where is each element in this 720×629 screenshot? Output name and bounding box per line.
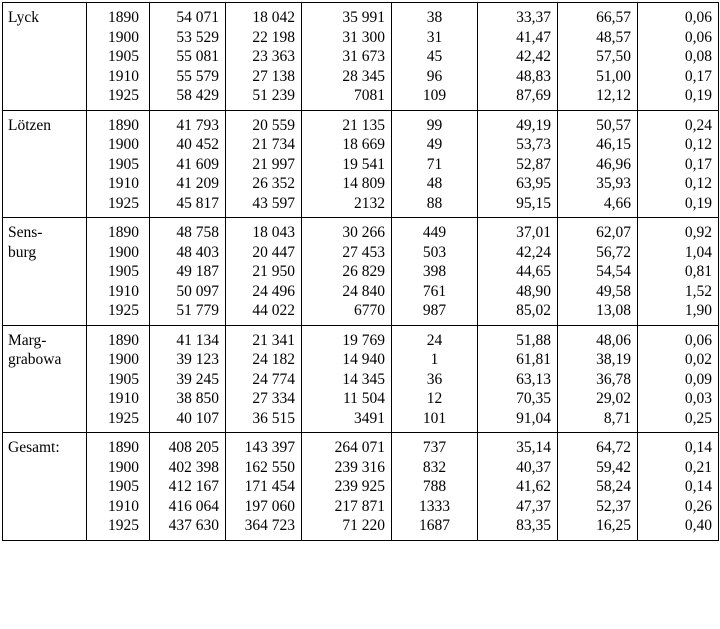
district-name: Marg- xyxy=(8,331,47,349)
col-c-value: 832 xyxy=(422,458,447,476)
pct-a-cell xyxy=(478,3,558,111)
col-c-cell xyxy=(392,3,478,111)
total-value: 48 403 xyxy=(176,243,219,261)
col-c-value: 1 xyxy=(430,351,439,368)
pct-b-value: 38,19 xyxy=(596,351,631,368)
year-cell xyxy=(87,110,150,218)
col-b-value: 26 829 xyxy=(342,263,385,280)
pct-c-value: 0,02 xyxy=(684,351,712,368)
district-name: grabowa xyxy=(8,351,62,368)
pct-c-cell xyxy=(638,218,719,326)
col-a-cell xyxy=(226,218,302,326)
col-a-value: 364 723 xyxy=(244,517,295,534)
col-a-value: 27 138 xyxy=(252,67,295,85)
total-value: 40 107 xyxy=(176,409,219,427)
pct-b-value: 54,54 xyxy=(596,263,631,280)
pct-a-value: 61,81 xyxy=(516,351,551,368)
total-value: 51 779 xyxy=(176,302,219,319)
pct-c-cell xyxy=(638,110,719,218)
district-name: burg xyxy=(8,243,37,261)
col-a-value: 143 397 xyxy=(244,439,295,456)
col-a-value: 36 515 xyxy=(252,409,295,427)
year-value: 1890 xyxy=(108,116,139,134)
year-value: 1910 xyxy=(108,282,139,300)
total-value: 41 134 xyxy=(176,331,219,349)
total-cell xyxy=(150,218,226,326)
pct-a-value: 48,90 xyxy=(516,282,551,300)
total-value: 40 452 xyxy=(176,136,219,153)
pct-b-cell xyxy=(558,110,638,218)
col-a-value: 27 334 xyxy=(252,390,295,407)
col-b-value: 28 345 xyxy=(342,67,385,85)
col-c-cell xyxy=(392,218,478,326)
pct-c-value: 0,12 xyxy=(684,175,712,192)
col-c-value: 31 xyxy=(426,28,443,46)
col-c-value: 737 xyxy=(422,439,447,456)
col-b-cell xyxy=(302,218,392,326)
total-value: 412 167 xyxy=(168,478,219,495)
total-value: 41 793 xyxy=(176,116,219,134)
pct-c-value: 1,52 xyxy=(684,282,712,300)
year-value: 1905 xyxy=(108,370,139,388)
total-value: 416 064 xyxy=(168,497,219,515)
district-name-cell xyxy=(3,325,87,433)
district-row-group xyxy=(3,433,719,541)
col-b-value: 31 673 xyxy=(342,48,385,65)
year-value: 1900 xyxy=(108,243,139,261)
col-c-value: 99 xyxy=(426,116,443,134)
col-c-value: 71 xyxy=(426,155,443,173)
total-value: 402 398 xyxy=(168,458,219,476)
col-c-cell xyxy=(392,433,478,541)
col-b-value: 239 316 xyxy=(334,458,385,476)
pct-b-value: 57,50 xyxy=(596,48,631,65)
pct-b-value: 66,57 xyxy=(596,9,631,26)
col-c-value: 1687 xyxy=(419,517,450,534)
year-cell xyxy=(87,3,150,111)
col-c-value: 987 xyxy=(422,302,447,319)
year-value: 1900 xyxy=(108,458,139,476)
pct-b-value: 58,24 xyxy=(596,478,631,495)
col-b-value: 18 669 xyxy=(342,136,385,153)
pct-c-cell xyxy=(638,3,719,111)
col-a-value: 20 447 xyxy=(252,243,295,261)
col-c-value: 398 xyxy=(422,263,447,280)
pct-b-value: 46,96 xyxy=(596,155,631,173)
district-name: Gesamt: xyxy=(8,439,60,456)
col-a-value: 21 734 xyxy=(252,136,295,153)
col-a-cell xyxy=(226,3,302,111)
col-a-value: 26 352 xyxy=(252,175,295,192)
col-b-value: 27 453 xyxy=(342,243,385,261)
total-value: 49 187 xyxy=(176,263,219,280)
pct-a-value: 87,69 xyxy=(516,87,551,104)
table-body xyxy=(3,3,719,541)
pct-a-value: 42,24 xyxy=(516,243,551,261)
pct-a-value: 42,42 xyxy=(516,48,551,65)
col-c-cell xyxy=(392,110,478,218)
district-row-group xyxy=(3,325,719,433)
district-name-cell xyxy=(3,218,87,326)
col-c-value: 101 xyxy=(422,409,447,427)
col-b-value: 239 925 xyxy=(334,478,385,495)
col-b-value: 21 135 xyxy=(342,116,385,134)
col-b-value: 19 769 xyxy=(342,331,385,349)
statistics-table xyxy=(2,2,719,541)
col-a-value: 18 042 xyxy=(252,9,295,26)
total-value: 48 758 xyxy=(176,224,219,241)
pct-b-cell xyxy=(558,218,638,326)
col-a-value: 23 363 xyxy=(252,48,295,65)
total-value: 53 529 xyxy=(176,28,219,46)
total-cell xyxy=(150,433,226,541)
col-b-value: 2132 xyxy=(354,194,385,212)
pct-a-value: 49,19 xyxy=(516,116,551,134)
pct-b-cell xyxy=(558,3,638,111)
col-b-cell xyxy=(302,3,392,111)
pct-b-value: 13,08 xyxy=(596,302,631,319)
total-value: 41 609 xyxy=(176,155,219,173)
pct-a-value: 51,88 xyxy=(516,331,551,349)
col-a-value: 24 182 xyxy=(252,351,295,368)
district-name: Lyck xyxy=(8,9,39,26)
pct-c-value: 0,25 xyxy=(684,409,712,427)
year-value: 1925 xyxy=(108,87,139,104)
pct-b-cell xyxy=(558,325,638,433)
year-cell xyxy=(87,433,150,541)
col-a-value: 21 341 xyxy=(252,331,295,349)
pct-c-value: 0,19 xyxy=(684,87,712,104)
col-a-value: 24 774 xyxy=(252,370,295,388)
col-b-value: 35 991 xyxy=(342,9,385,26)
col-c-value: 49 xyxy=(426,136,443,153)
district-name-cell xyxy=(3,3,87,111)
year-value: 1890 xyxy=(108,9,139,26)
pct-a-value: 33,37 xyxy=(516,9,551,26)
col-b-cell xyxy=(302,110,392,218)
pct-b-value: 62,07 xyxy=(596,224,631,241)
district-name-cell xyxy=(3,110,87,218)
year-value: 1900 xyxy=(108,136,139,153)
col-a-cell xyxy=(226,110,302,218)
total-value: 41 209 xyxy=(176,175,219,192)
total-value: 58 429 xyxy=(176,87,219,104)
total-value: 408 205 xyxy=(168,439,219,456)
pct-a-value: 85,02 xyxy=(516,302,551,319)
pct-c-value: 0,19 xyxy=(684,194,712,212)
pct-a-cell xyxy=(478,110,558,218)
pct-a-value: 63,13 xyxy=(516,370,551,388)
year-value: 1905 xyxy=(108,48,139,65)
pct-c-value: 0,26 xyxy=(684,497,712,515)
year-value: 1910 xyxy=(108,497,139,515)
pct-c-value: 0,17 xyxy=(684,155,712,173)
pct-b-value: 51,00 xyxy=(596,67,631,85)
col-b-value: 14 940 xyxy=(342,351,385,368)
pct-c-value: 0,09 xyxy=(684,370,712,388)
year-value: 1925 xyxy=(108,517,139,534)
pct-c-value: 1,90 xyxy=(684,302,712,319)
total-cell xyxy=(150,3,226,111)
year-value: 1925 xyxy=(108,409,139,427)
pct-a-value: 63,95 xyxy=(516,175,551,192)
pct-c-value: 0,24 xyxy=(684,116,712,134)
pct-b-value: 12,12 xyxy=(596,87,631,104)
col-c-value: 45 xyxy=(426,48,443,65)
pct-b-value: 49,58 xyxy=(596,282,631,300)
year-cell xyxy=(87,218,150,326)
pct-c-value: 0,03 xyxy=(684,390,712,407)
year-value: 1900 xyxy=(108,28,139,46)
pct-a-value: 37,01 xyxy=(516,224,551,241)
pct-b-value: 29,02 xyxy=(596,390,631,407)
pct-c-value: 0,17 xyxy=(684,67,712,85)
col-b-value: 31 300 xyxy=(342,28,385,46)
total-value: 50 097 xyxy=(176,282,219,300)
pct-b-value: 35,93 xyxy=(596,175,631,192)
pct-c-value: 0,06 xyxy=(684,331,712,349)
col-c-value: 761 xyxy=(422,282,447,300)
pct-c-cell xyxy=(638,325,719,433)
pct-a-value: 95,15 xyxy=(516,194,551,212)
pct-c-value: 0,08 xyxy=(684,48,712,65)
year-value: 1900 xyxy=(108,351,139,368)
year-value: 1890 xyxy=(108,224,139,241)
col-c-value: 48 xyxy=(426,175,443,192)
pct-c-value: 0,40 xyxy=(684,517,712,534)
pct-b-value: 50,57 xyxy=(596,116,631,134)
col-c-value: 38 xyxy=(426,9,443,26)
pct-b-value: 16,25 xyxy=(596,517,631,534)
year-value: 1890 xyxy=(108,331,139,349)
col-c-value: 449 xyxy=(422,224,447,241)
pct-c-cell xyxy=(638,433,719,541)
year-value: 1925 xyxy=(108,194,139,212)
pct-c-value: 0,92 xyxy=(684,224,712,241)
col-a-cell xyxy=(226,325,302,433)
col-b-value: 3491 xyxy=(354,409,385,427)
pct-b-value: 56,72 xyxy=(596,243,631,261)
district-name: Lötzen xyxy=(8,116,52,134)
year-value: 1905 xyxy=(108,478,139,495)
year-value: 1890 xyxy=(108,439,139,456)
pct-b-value: 48,06 xyxy=(596,331,631,349)
col-c-value: 36 xyxy=(426,370,443,388)
col-a-cell xyxy=(226,433,302,541)
pct-a-cell xyxy=(478,325,558,433)
pct-a-value: 91,04 xyxy=(516,409,551,427)
col-a-value: 22 198 xyxy=(252,28,295,46)
col-b-value: 30 266 xyxy=(342,224,385,241)
pct-b-value: 46,15 xyxy=(596,136,631,153)
col-b-value: 14 809 xyxy=(342,175,385,192)
col-a-value: 197 060 xyxy=(244,497,295,515)
col-b-value: 11 504 xyxy=(342,390,385,407)
col-a-value: 43 597 xyxy=(252,194,295,212)
col-c-value: 503 xyxy=(422,243,447,261)
pct-a-value: 41,62 xyxy=(516,478,551,495)
col-c-value: 12 xyxy=(426,390,443,407)
year-value: 1910 xyxy=(108,175,139,192)
pct-a-value: 48,83 xyxy=(516,67,551,85)
total-cell xyxy=(150,110,226,218)
pct-b-value: 4,66 xyxy=(603,194,631,212)
col-b-value: 19 541 xyxy=(342,155,385,173)
pct-b-value: 36,78 xyxy=(596,370,631,388)
col-a-value: 24 496 xyxy=(252,282,295,300)
pct-a-value: 47,37 xyxy=(516,497,551,515)
pct-c-value: 0,21 xyxy=(684,458,712,476)
col-b-value: 71 220 xyxy=(342,517,385,534)
pct-c-value: 0,12 xyxy=(684,136,712,153)
district-name-cell xyxy=(3,433,87,541)
year-value: 1905 xyxy=(108,263,139,280)
year-value: 1925 xyxy=(108,302,139,319)
col-b-value: 217 871 xyxy=(334,497,385,515)
col-a-value: 162 550 xyxy=(244,458,295,476)
pct-b-value: 64,72 xyxy=(596,439,631,456)
pct-a-value: 83,35 xyxy=(516,517,551,534)
pct-c-value: 0,81 xyxy=(684,263,712,280)
pct-b-cell xyxy=(558,433,638,541)
pct-a-value: 40,37 xyxy=(516,458,551,476)
col-c-value: 88 xyxy=(426,194,443,212)
pct-c-value: 0,14 xyxy=(684,478,712,495)
total-value: 54 071 xyxy=(176,9,219,26)
pct-a-value: 35,14 xyxy=(516,439,551,456)
district-row-group xyxy=(3,3,719,111)
pct-b-value: 48,57 xyxy=(596,28,631,46)
pct-c-value: 0,14 xyxy=(684,439,712,456)
pct-b-value: 52,37 xyxy=(596,497,631,515)
col-b-value: 7081 xyxy=(354,87,385,104)
pct-a-value: 70,35 xyxy=(516,390,551,407)
pct-a-value: 53,73 xyxy=(516,136,551,153)
pct-c-value: 0,06 xyxy=(684,9,712,26)
col-a-value: 21 950 xyxy=(252,263,295,280)
total-value: 45 817 xyxy=(176,194,219,212)
district-name: Sens- xyxy=(8,224,43,241)
col-a-value: 18 043 xyxy=(252,224,295,241)
pct-b-value: 59,42 xyxy=(596,458,631,476)
total-value: 437 630 xyxy=(168,517,219,534)
col-b-cell xyxy=(302,325,392,433)
col-a-value: 51 239 xyxy=(252,87,295,104)
col-c-value: 109 xyxy=(422,87,447,104)
col-c-value: 24 xyxy=(426,331,443,349)
col-a-value: 21 997 xyxy=(252,155,295,173)
col-b-cell xyxy=(302,433,392,541)
col-a-value: 20 559 xyxy=(252,116,295,134)
pct-c-value: 1,04 xyxy=(684,243,712,261)
pct-a-value: 52,87 xyxy=(516,155,551,173)
year-value: 1910 xyxy=(108,67,139,85)
col-c-cell xyxy=(392,325,478,433)
total-value: 55 081 xyxy=(176,48,219,65)
pct-c-value: 0,06 xyxy=(684,28,712,46)
col-c-value: 96 xyxy=(426,67,443,85)
year-cell xyxy=(87,325,150,433)
col-b-value: 24 840 xyxy=(342,282,385,300)
col-c-value: 788 xyxy=(422,478,447,495)
pct-a-value: 44,65 xyxy=(516,263,551,280)
total-value: 55 579 xyxy=(176,67,219,85)
col-c-value: 1333 xyxy=(419,497,450,515)
col-b-value: 264 071 xyxy=(334,439,385,456)
col-b-value: 6770 xyxy=(354,302,385,319)
pct-a-cell xyxy=(478,218,558,326)
year-value: 1910 xyxy=(108,390,139,407)
col-a-value: 44 022 xyxy=(252,302,295,319)
col-b-value: 14 345 xyxy=(342,370,385,388)
year-value: 1905 xyxy=(108,155,139,173)
pct-a-cell xyxy=(478,433,558,541)
district-row-group xyxy=(3,110,719,218)
pct-b-value: 8,71 xyxy=(603,409,631,427)
pct-a-value: 41,47 xyxy=(516,28,551,46)
district-row-group xyxy=(3,218,719,326)
total-value: 39 123 xyxy=(176,351,219,368)
total-cell xyxy=(150,325,226,433)
col-a-value: 171 454 xyxy=(244,478,295,495)
total-value: 38 850 xyxy=(176,390,219,407)
total-value: 39 245 xyxy=(176,370,219,388)
